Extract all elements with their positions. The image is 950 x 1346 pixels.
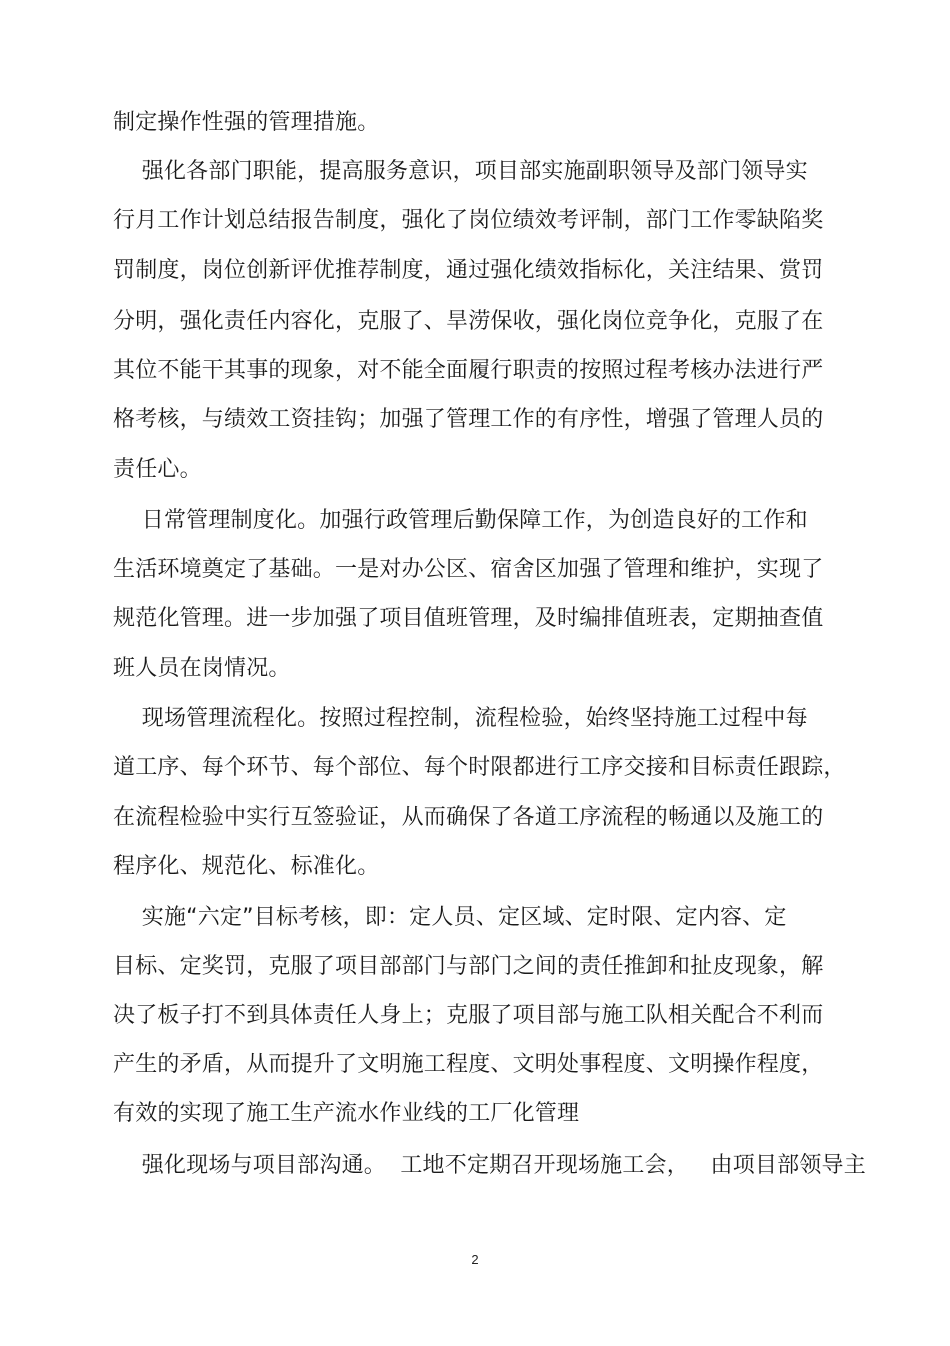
text-line: 分明，强化责任内容化，克服了、旱涝保收，强化岗位竞争化，克服了在 <box>113 309 824 334</box>
text-line: 强化各部门职能，提高服务意识，项目部实施副职领导及部门领导实 <box>113 159 808 184</box>
text-line: 决了板子打不到具体责任人身上；克服了项目部与施工队相关配合不利而 <box>113 1003 824 1028</box>
text-line: 生活环境奠定了基础。一是对办公区、宿舍区加强了管理和维护，实现了 <box>113 557 824 582</box>
page-number: 2 <box>471 1252 479 1267</box>
text-line: 有效的实现了施工生产流水作业线的工厂化管理 <box>113 1101 580 1126</box>
text-line: 强化现场与项目部沟通。 工地不定期召开现场施工会， 由项目部领导主 <box>113 1153 866 1178</box>
text-line: 道工序、每个环节、每个部位、每个时限都进行工序交接和目标责任跟踪， <box>113 755 846 780</box>
text-line: 产生的矛盾，从而提升了文明施工程度、文明处事程度、文明操作程度， <box>113 1052 824 1077</box>
text-line: 实施“六定”目标考核，即：定人员、定区域、定时限、定内容、定 <box>113 905 787 930</box>
text-line: 格考核，与绩效工资挂钩；加强了管理工作的有序性，增强了管理人员的 <box>113 407 824 432</box>
text-line: 行月工作计划总结报告制度，强化了岗位绩效考评制，部门工作零缺陷奖 <box>113 208 824 233</box>
text-line: 班人员在岗情况。 <box>113 656 291 681</box>
text-line: 现场管理流程化。按照过程控制，流程检验，始终坚持施工过程中每 <box>113 706 808 731</box>
text-line: 其位不能干其事的现象，对不能全面履行职责的按照过程考核办法进行严 <box>113 358 824 383</box>
text-line: 日常管理制度化。加强行政管理后勤保障工作，为创造良好的工作和 <box>113 508 808 533</box>
text-line: 目标、定奖罚，克服了项目部部门与部门之间的责任推卸和扯皮现象，解 <box>113 954 824 979</box>
text-line: 在流程检验中实行互签验证，从而确保了各道工序流程的畅通以及施工的 <box>113 805 824 830</box>
text-line: 罚制度，岗位创新评优推荐制度，通过强化绩效指标化，关注结果、赏罚 <box>113 258 824 283</box>
text-line: 程序化、规范化、标准化。 <box>113 854 380 879</box>
text-line: 责任心。 <box>113 457 202 482</box>
text-line: 制定操作性强的管理措施。 <box>113 110 380 135</box>
text-line: 规范化管理。进一步加强了项目值班管理，及时编排值班表，定期抽查值 <box>113 606 824 631</box>
